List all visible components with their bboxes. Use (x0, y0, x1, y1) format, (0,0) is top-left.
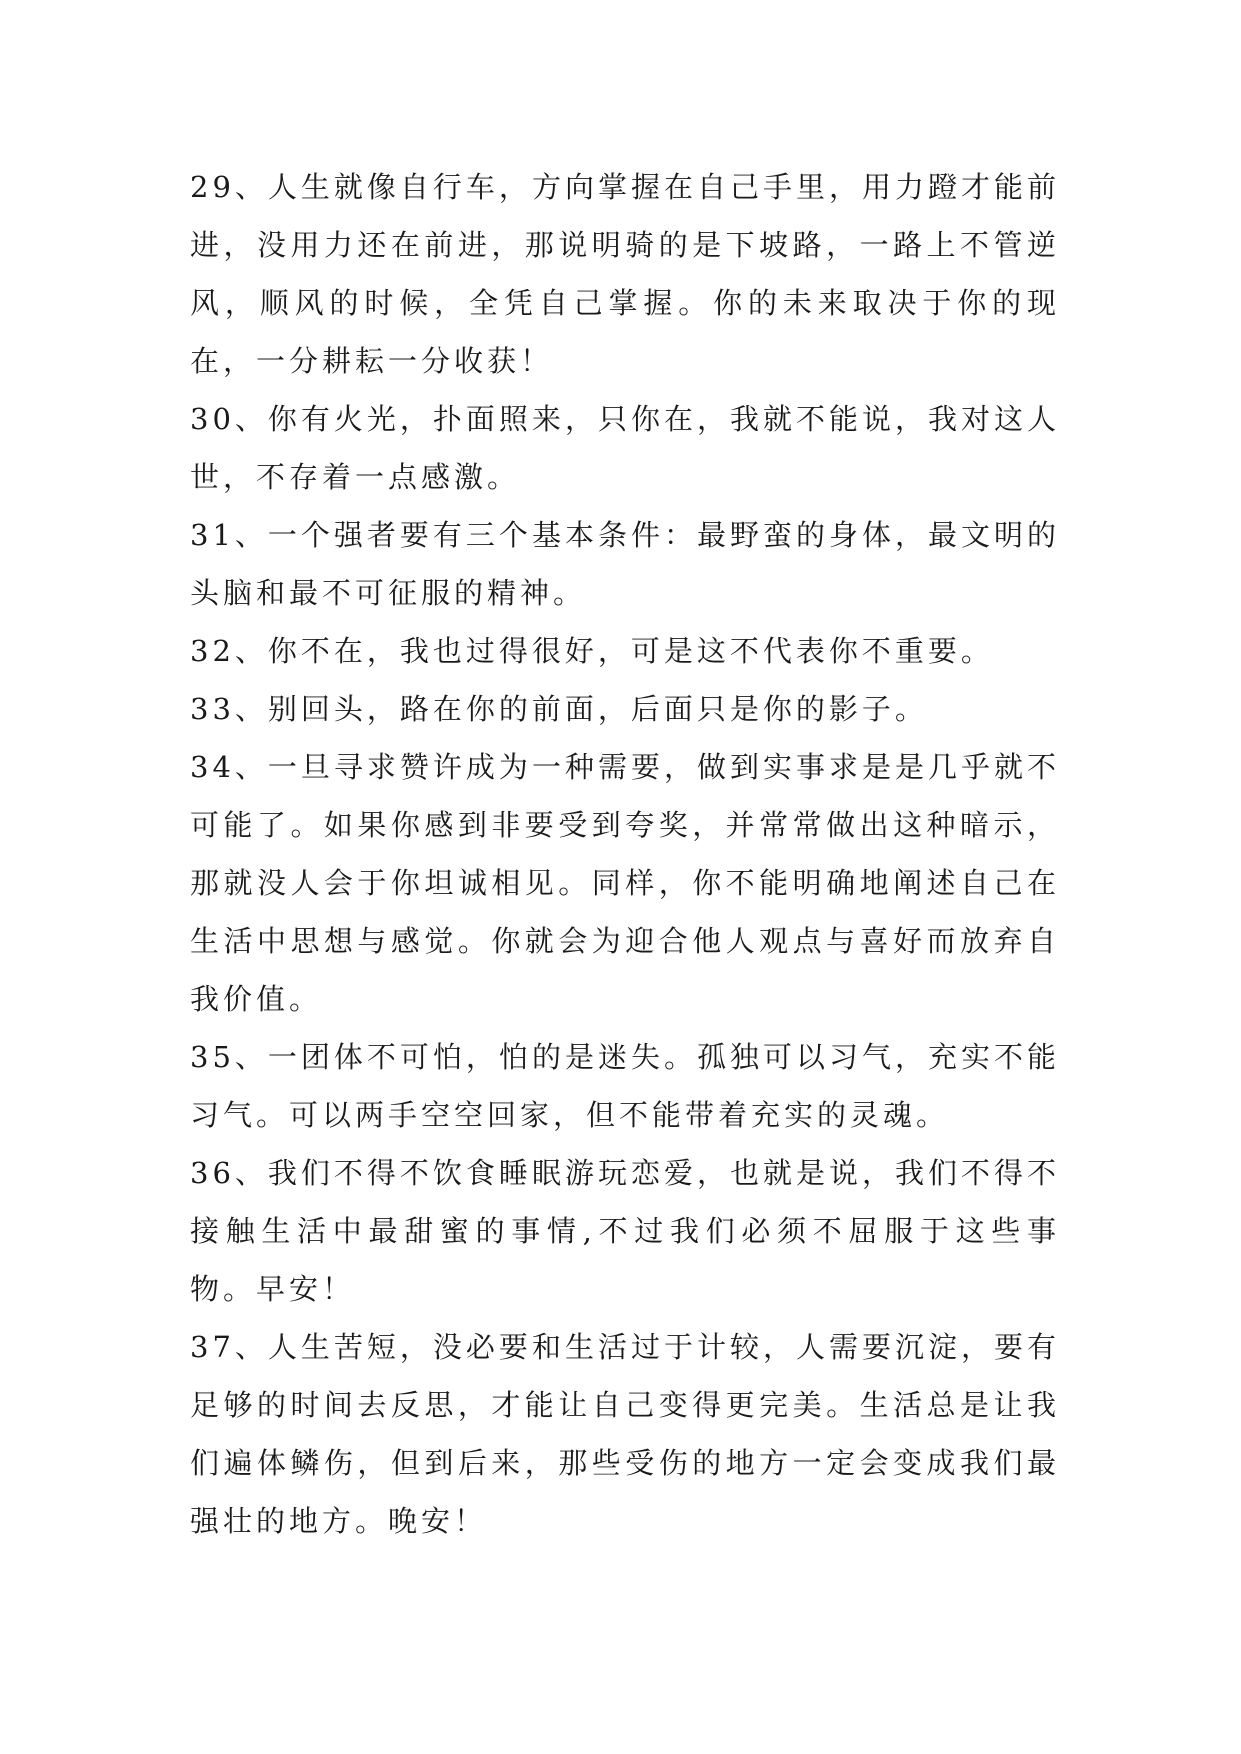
quote-31: 31、一个强者要有三个基本条件：最野蛮的身体，最文明的头脑和最不可征服的精神。 (190, 518, 1060, 610)
quote-32: 32、你不在，我也过得很好，可是这不代表你不重要。 (190, 634, 994, 668)
quote-34: 34、一旦寻求赞许成为一种需要，做到实事求是是几乎就不可能了。如果你感到非要受到夸奖，并常常做出这种暗示，那就没人会于你坦诚相见。同样，你不能明确地阐述自己在生活中思想与感觉。你就会为迎合他人观点与喜好而放弃自我价值。 (190, 750, 1060, 1016)
document-page (190, 158, 1060, 1550)
quote-36: 36、我们不得不饮食睡眠游玩恋爱，也就是说，我们不得不接触生活中最甜蜜的事情,不过我们必须不屈服于这些事物。早安！ (190, 1156, 1060, 1306)
quote-37: 37、人生苦短，没必要和生活过于计较，人需要沉淀，要有足够的时间去反思，才能让自己变得更完美。生活总是让我们遍体鳞伤，但到后来，那些受伤的地方一定会变成我们最强壮的地方。晚安！ (190, 1330, 1060, 1538)
quote-35: 35、一团体不可怕，怕的是迷失。孤独可以习气，充实不能习气。可以两手空空回家，但不能带着充实的灵魂。 (190, 1040, 1060, 1132)
quote-33: 33、别回头，路在你的前面，后面只是你的影子。 (190, 692, 928, 726)
quote-29: 29、人生就像自行车，方向掌握在自己手里，用力蹬才能前进，没用力还在前进，那说明骑的是下坡路，一路上不管逆风，顺风的时候，全凭自己掌握。你的未来取决于你的现在，一分耕耘一分收获！ (190, 170, 1060, 378)
quote-30: 30、你有火光，扑面照来，只你在，我就不能说，我对这人世，不存着一点感激。 (190, 402, 1060, 494)
